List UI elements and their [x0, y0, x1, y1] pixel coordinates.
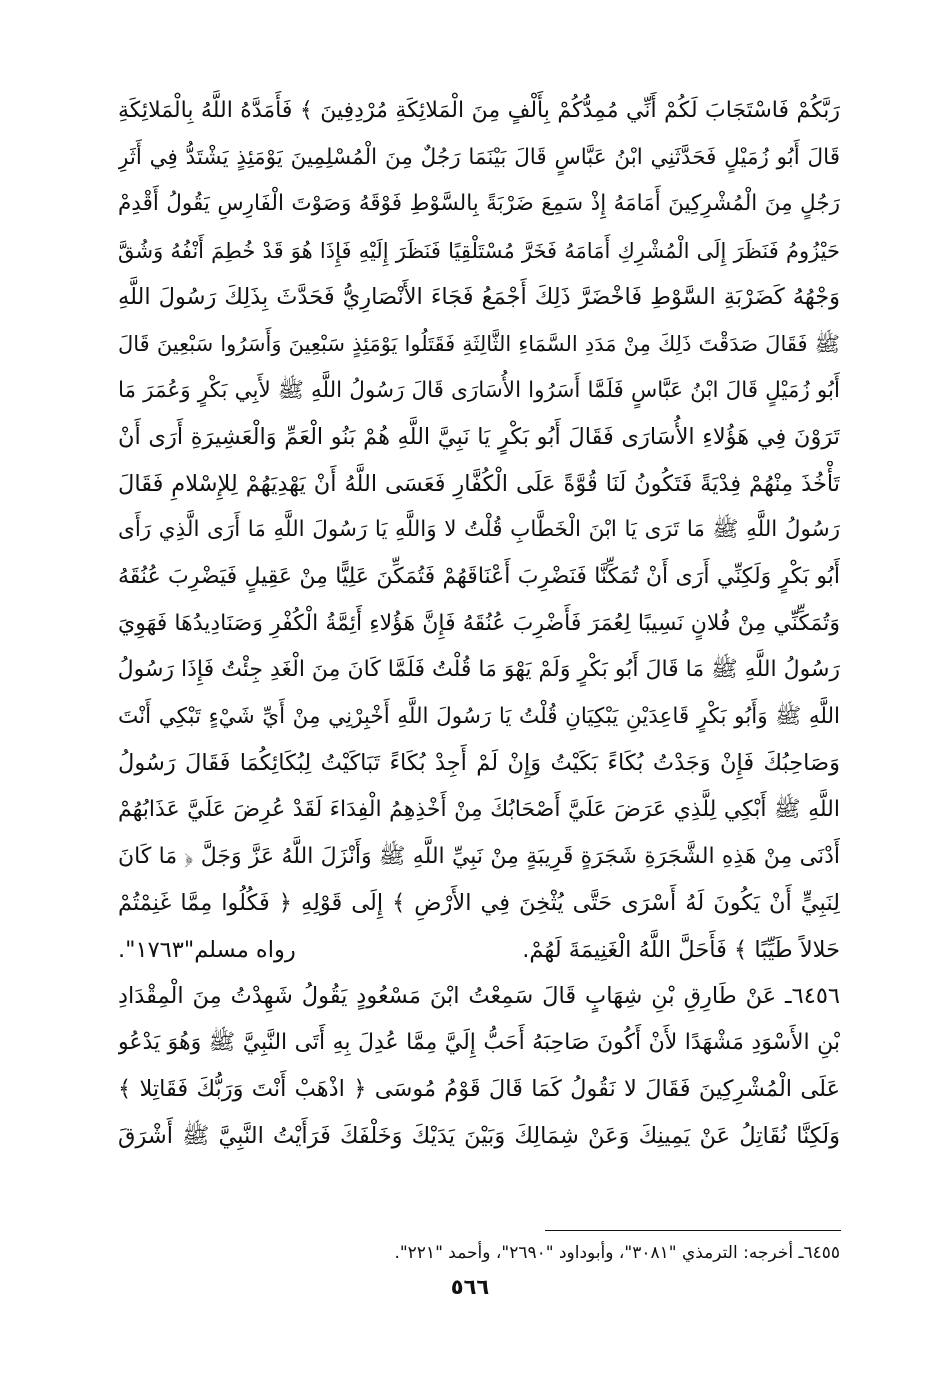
text-line: رَجُلٍ مِنَ الْمُشْرِكِينَ أَمَامَهُ إِذْ سَمِعَ ضَرْبَةً بِالسَّوْطِ فَوْقَهُ وَصَوْتَ الْفَارِسِ يَقُولُ أَقْدِمْ: [118, 191, 840, 217]
text-line: أَدْنَى مِنْ هَذِهِ الشَّجَرَةِ شَجَرَةٍ قَرِيبَةٍ مِنْ نَبِيِّ اللَّهِ ﷺ وَأَنْزَلَ اللَّهُ عَزَّ وَجَلَّ ﴿ مَا كَانَ: [118, 843, 840, 869]
text-line: ﷺ فَقَالَ صَدَقْتَ ذَلِكَ مِنْ مَدَدِ السَّمَاءِ الثَّالِثَةِ فَقَتَلُوا يَوْمَئِذٍ سَبْعِينَ وَأَسَرُوا سَبْعِينَ قَالَ: [118, 331, 840, 356]
footnote: ٦٤٥٥ـ أخرجه: الترمذي "٣٠٨١"، وأبوداود "٢٦٩٠"، وأحمد "٢٢١".: [394, 1243, 840, 1263]
closing-line: [118, 927, 840, 974]
text-line: قَالَ أَبُو زُمَيْلٍ فَحَدَّثَنِي ابْنُ عَبَّاسٍ قَالَ بَيْنَمَا رَجُلٌ مِنَ الْمُسْلِمِينَ يَوْمَئِذٍ يَشْتَدُّ فِي أَثَرِ: [118, 144, 840, 170]
text-line: وَجْهُهُ كَضَرْبَةِ السَّوْطِ فَاخْضَرَّ ذَلِكَ أَجْمَعُ فَجَاءَ الأَنْصَارِيُّ فَحَدَّثَ بِذَلِكَ رَسُولَ اللَّهِ: [118, 284, 840, 311]
text-line: اللَّهِ ﷺ وَأَبُو بَكْرٍ قَاعِدَيْنِ يَبْكِيَانِ قُلْتُ يَا رَسُولَ اللَّهِ أَخْبِرْنِي مِنْ أَيِّ شَيْءٍ تَبْكِي أَنْتَ: [118, 703, 840, 729]
text-line: وَصَاحِبُكَ فَإِنْ وَجَدْتُ بُكَاءً بَكَيْتُ وَإِنْ لَمْ أَجِدْ بُكَاءً تَبَاكَيْتُ لِبُكَائِكُمَا فَقَالَ رَسُولُ: [118, 750, 840, 777]
text-line: رَبَّكُمْ فَاسْتَجَابَ لَكُمْ أَنِّي مُمِدُّكُمْ بِأَلْفٍ مِنَ الْمَلائِكَةِ مُرْدِفِينَ ﴾ فَأَمَدَّهُ اللَّهُ بِالْمَلائِكَةِ: [118, 98, 840, 123]
closing-text: حَلالاً طَيِّبًا ﴾ فَأَحَلَّ اللَّهُ الْغَنِيمَةَ لَهُمْ.: [522, 936, 840, 963]
main-text: [118, 88, 840, 1160]
text-line: وَلَكِنَّا نُقَاتِلُ عَنْ يَمِينِكَ وَعَنْ شِمَالِكَ وَبَيْنَ يَدَيْكَ وَخَلْفَكَ فَرَأَيْتُ النَّبِيَّ ﷺ أَشْرَقَ: [118, 1123, 840, 1150]
text-line: حَيْزُومُ فَنَظَرَ إِلَى الْمُشْرِكِ أَمَامَهُ فَخَرَّ مُسْتَلْقِيًا فَنَظَرَ إِلَيْهِ فَإِذَا هُوَ قَدْ خُطِمَ أَنْفُهُ وَشُقَّ: [118, 238, 840, 263]
text-line: تَرَوْنَ فِي هَؤُلاءِ الأُسَارَى فَقَالَ أَبُو بَكْرٍ يَا نَبِيَّ اللَّهِ هُمْ بَنُو الْعَمِّ وَالْعَشِيرَةِ أَرَى أَنْ: [118, 424, 840, 451]
text-line: اللَّهِ ﷺ أَبْكِي لِلَّذِي عَرَضَ عَلَيَّ أَصْحَابُكَ مِنْ أَخْذِهِمُ الْفِدَاءَ لَقَدْ عُرِضَ عَلَيَّ عَذَابُهُمْ: [118, 796, 840, 822]
text-line: وَتُمَكِّنِّي مِنْ فُلانٍ نَسِيبًا لِعُمَرَ فَأَضْرِبَ عُنُقَهُ فَإِنَّ هَؤُلاءِ أَئِمَّةُ الْكُفْرِ وَصَنَادِيدُهَا فَهَوِيَ: [118, 610, 840, 636]
text-line: عَلَى الْمُشْرِكِينَ فَقَالَ لا نَقُولُ كَمَا قَالَ قَوْمُ مُوسَى ﴿ اذْهَبْ أَنْتَ وَرَبُّكَ فَقَاتِلا ﴾: [118, 1076, 840, 1103]
text-line: ٦٤٥٦ـ عَنْ طَارِقِ بْنِ شِهَابٍ قَالَ سَمِعْتُ ابْنَ مَسْعُودٍ يَقُولُ شَهِدْتُ مِنَ الْمِقْدَادِ: [118, 983, 840, 1010]
hadith-reference: رواه مسلم"١٧٦٣".: [118, 936, 296, 963]
text-line: بْنِ الأَسْوَدِ مَشْهَدًا لأَنْ أَكُونَ صَاحِبَهُ أَحَبُّ إِلَيَّ مِمَّا عُدِلَ بِهِ أَتَى النَّبِيَّ ﷺ وَهُوَ يَدْعُو: [118, 1029, 840, 1055]
text-line: رَسُولُ اللَّهِ ﷺ مَا قَالَ أَبُو بَكْرٍ وَلَمْ يَهْوَ مَا قُلْتُ فَلَمَّا كَانَ مِنَ الْغَدِ جِئْتُ فَإِذَا رَسُولُ: [118, 657, 840, 683]
text-line: رَسُولُ اللَّهِ ﷺ مَا تَرَى يَا ابْنَ الْخَطَّابِ قُلْتُ لا وَاللَّهِ يَا رَسُولَ اللَّهِ مَا أَرَى الَّذِي رَأَى: [118, 517, 840, 543]
text-line: أَبُو بَكْرٍ وَلَكِنِّي أَرَى أَنْ تُمَكِّنَّا فَنَضْرِبَ أَعْنَاقَهُمْ فَتُمَكِّنَ عَلِيًّا مِنْ عَقِيلٍ فَيَضْرِبَ عُنُقَهُ: [118, 563, 840, 589]
text-line: تَأْخُذَ مِنْهُمْ فِدْيَةً فَتَكُونُ لَنَا قُوَّةً عَلَى الْكُفَّارِ فَعَسَى اللَّهُ أَنْ يَهْدِيَهُمْ لِلإِسْلامِ فَقَالَ: [118, 470, 840, 497]
footnote-divider: [545, 1230, 841, 1231]
text-line: أَبُو زُمَيْلٍ قَالَ ابْنُ عَبَّاسٍ فَلَمَّا أَسَرُوا الأُسَارَى قَالَ رَسُولُ اللَّهِ ﷺ لأَبِي بَكْرٍ وَعُمَرَ مَا: [118, 377, 840, 403]
text-line: لِنَبِيٍّ أَنْ يَكُونَ لَهُ أَسْرَى حَتَّى يُثْخِنَ فِي الأَرْضِ ﴾ إِلَى قَوْلِهِ ﴿ فَكُلُوا مِمَّا غَنِمْتُمْ: [118, 890, 840, 917]
page-number: ٥٦٦: [450, 1275, 490, 1299]
